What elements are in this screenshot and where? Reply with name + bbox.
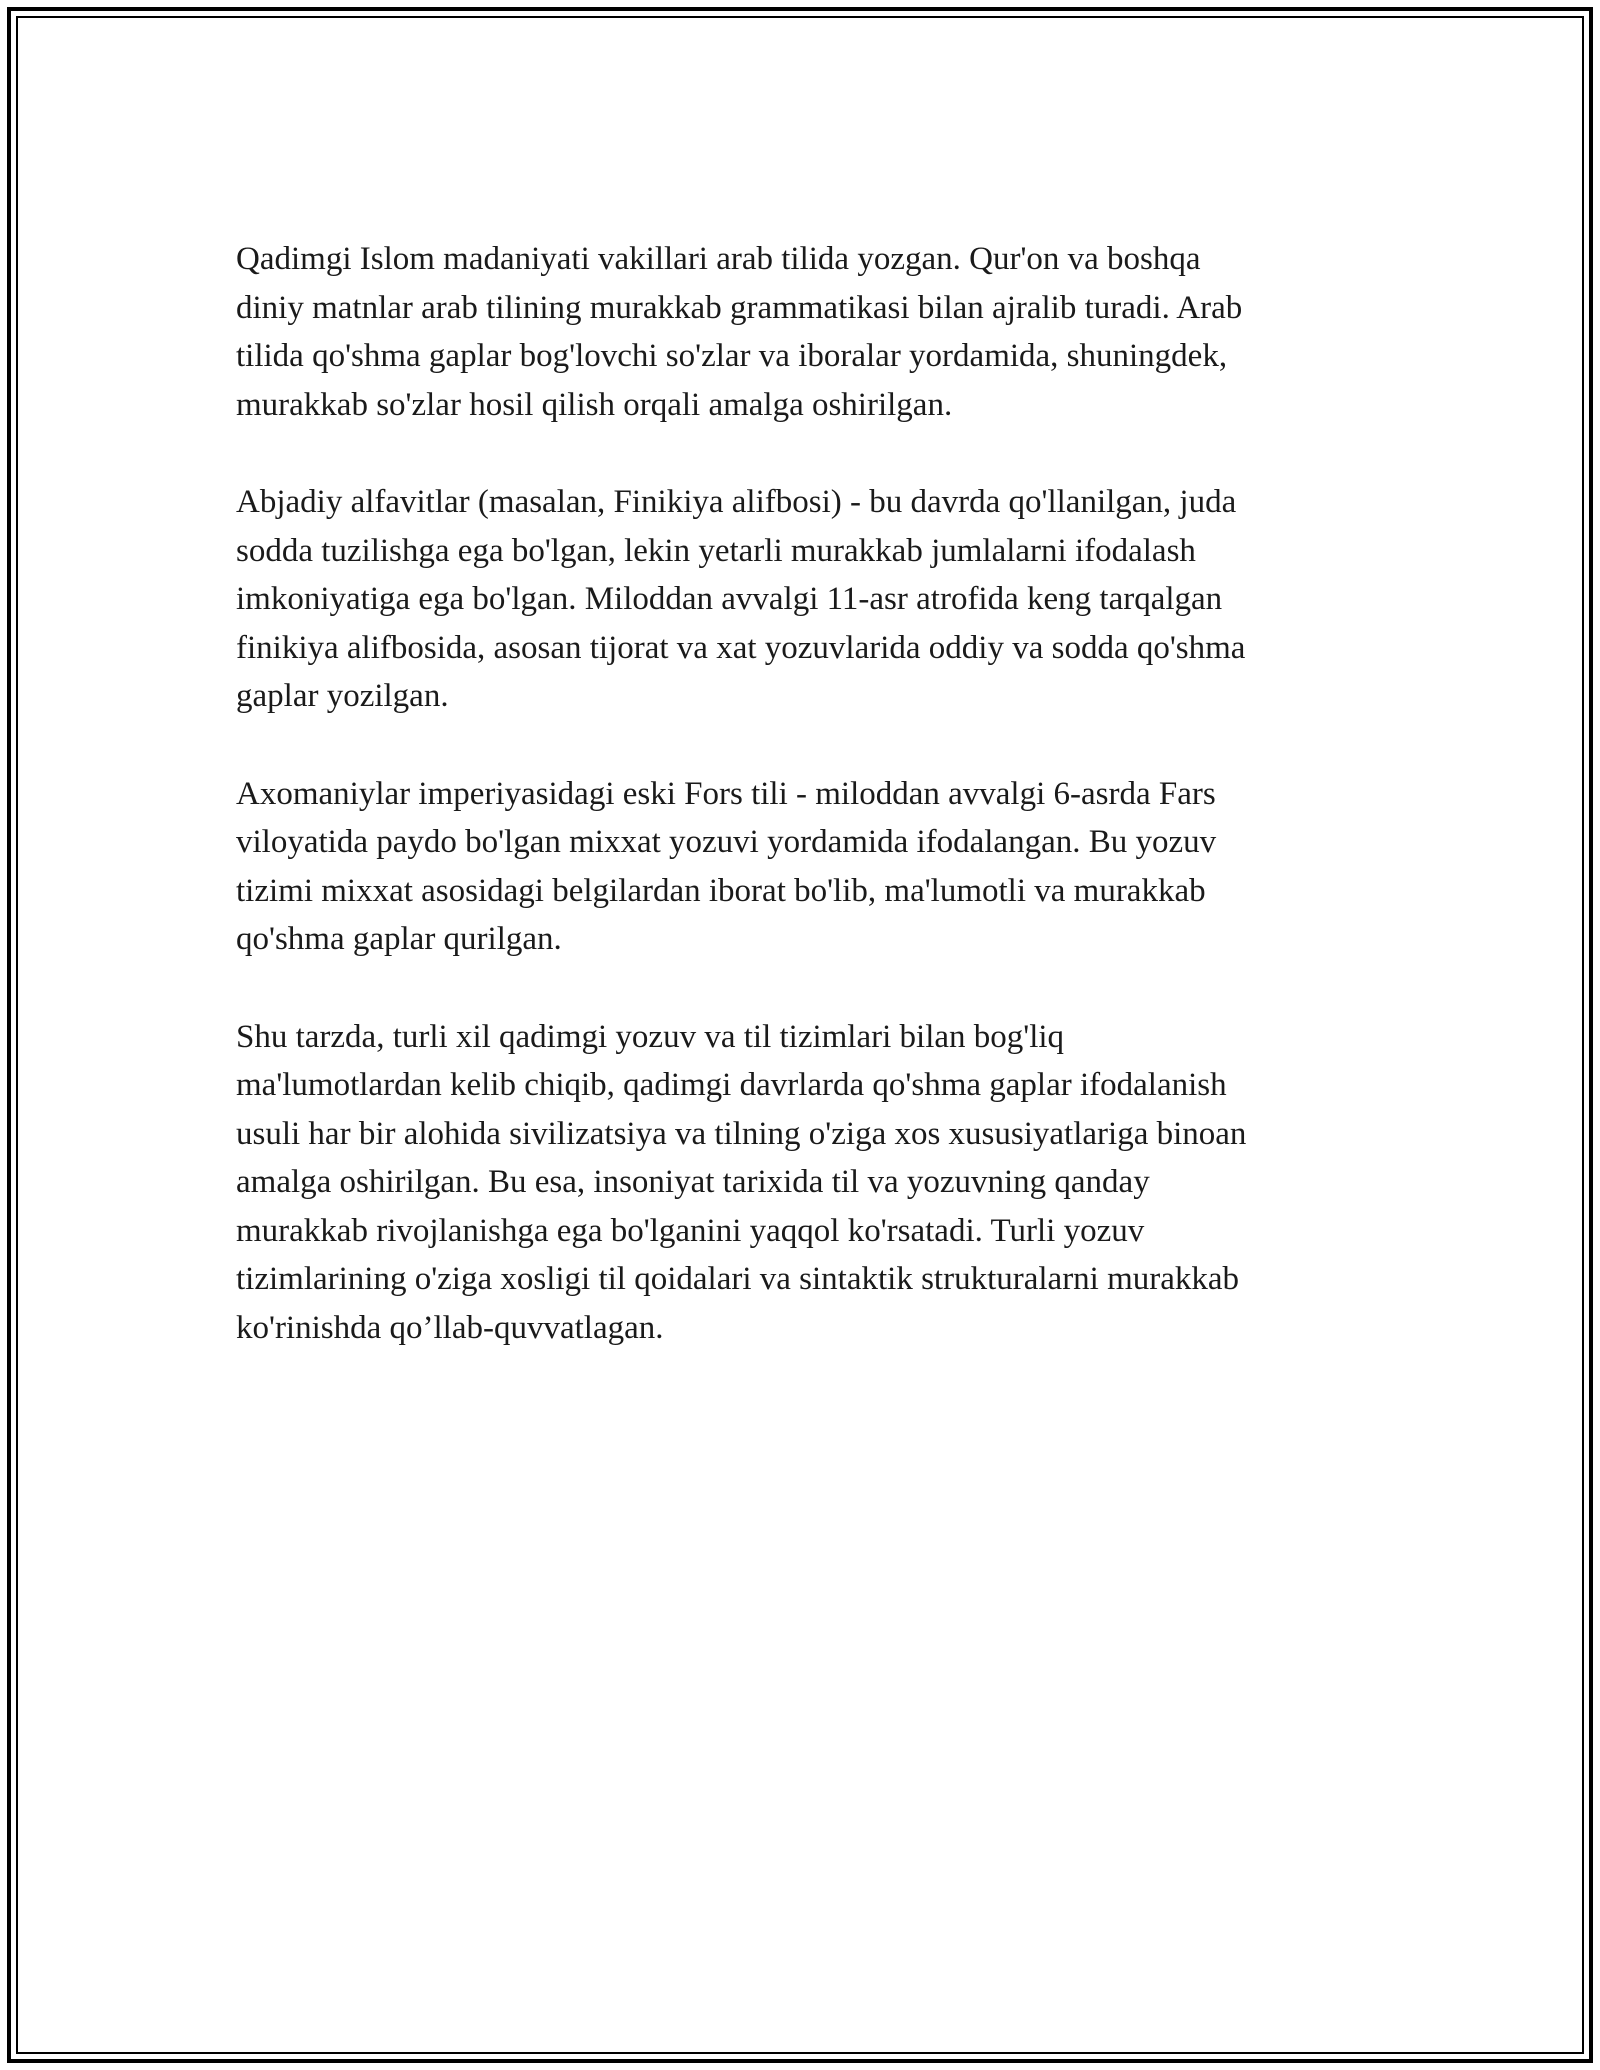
paragraph-4	[236, 1013, 1366, 1353]
text-line: amalga oshirilgan. Bu esa, insoniyat tarixida til va yozuvning qanday	[236, 1164, 1150, 1201]
text-line: gaplar yozilgan.	[236, 678, 449, 715]
text-line: finikiya alifbosida, asosan tijorat va xat yozuvlarida oddiy va sodda qo'shma	[236, 629, 1246, 666]
text-line: Qadimgi Islom madaniyati vakillari arab tilida yozgan. Qur'on va boshqa	[236, 241, 1201, 277]
text-line: Axomaniylar imperiyasidagi eski Fors tili - miloddan avvalgi 6-asrda Fars	[236, 775, 1216, 812]
paragraph-3	[236, 770, 1366, 964]
paragraph-1	[236, 235, 1366, 429]
paragraph-2	[236, 478, 1366, 721]
text-line: tizimlarining o'ziga xosligi til qoidalari va sintaktik strukturalarni murakkab	[236, 1261, 1240, 1298]
text-line: diniy matnlar arab tilining murakkab grammatikasi bilan ajralib turadi. Arab	[236, 289, 1243, 326]
text-line: ko'rinishda qo’llab-quvvatlagan.	[236, 1310, 664, 1347]
text-line: Shu tarzda, turli xil qadimgi yozuv va til tizimlari bilan bog'liq	[236, 1018, 1065, 1055]
text-line: ma'lumotlardan kelib chiqib, qadimgi davrlarda qo'shma gaplar ifodalanish	[236, 1067, 1227, 1104]
text-line: murakkab so'zlar hosil qilish orqali amalga oshirilgan.	[236, 386, 953, 423]
text-line: murakkab rivojlanishga ega bo'lganini yaqqol ko'rsatadi. Turli yozuv	[236, 1212, 1145, 1249]
text-line: tizimi mixxat asosidagi belgilardan iborat bo'lib, ma'lumotli va murakkab	[236, 872, 1206, 909]
text-line: tilida qo'shma gaplar bog'lovchi so'zlar va iboralar yordamida, shuningdek,	[236, 338, 1228, 375]
text-line: qo'shma gaplar qurilgan.	[236, 921, 562, 958]
text-line: Abjadiy alfavitlar (masalan, Finikiya alifbosi) - bu davrda qo'llanilgan, juda	[236, 483, 1237, 520]
text-line: viloyatida paydo bo'lgan mixxat yozuvi yordamida ifodalangan. Bu yozuv	[236, 824, 1217, 861]
text-line: usuli har bir alohida sivilizatsiya va tilning o'ziga xos xususiyatlariga binoan	[236, 1115, 1247, 1152]
document-body	[236, 235, 1366, 1353]
text-line: imkoniyatiga ega bo'lgan. Miloddan avvalgi 11-asr atrofida keng tarqalgan	[236, 581, 1223, 618]
text-line: sodda tuzilishga ega bo'lgan, lekin yetarli murakkab jumlalarni ifodalash	[236, 532, 1196, 569]
